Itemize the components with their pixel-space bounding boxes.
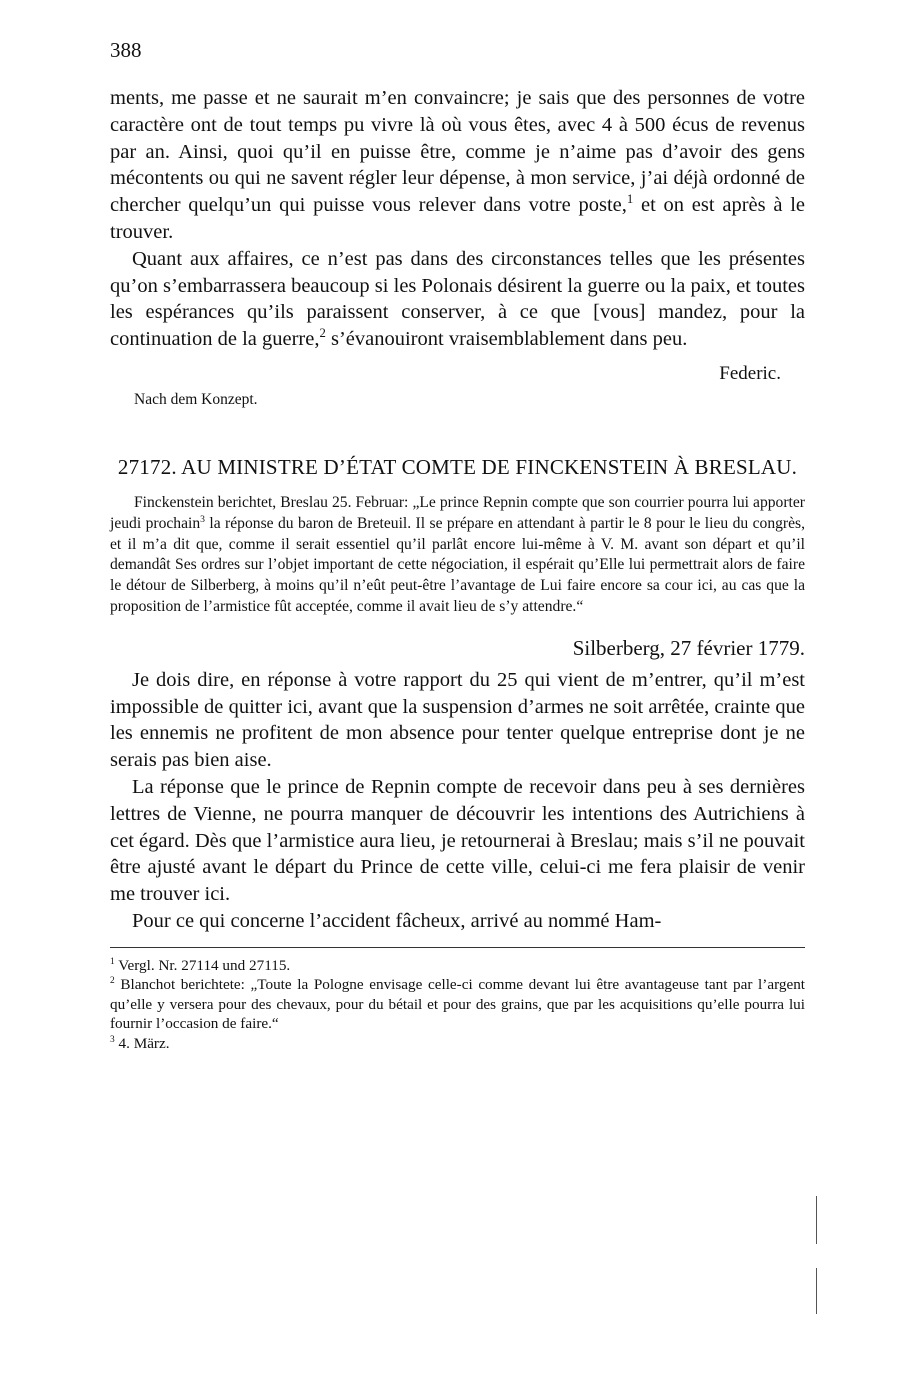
footnote-ref-3: 3 [200,513,205,525]
footnote-1 [110,956,805,976]
summary-text: la réponse du baron de Breteuil. Il se prépare en attendant à partir le 8 pour le lieu du congrès, et il m’a dit que, comme il serait essentiel qu’il parlât encore lui-même à V. M. avant son départ et qu’il demandât Ses ordres sur l’objet important de cette négociation, il espérait qu’Elle lui permettrait alors de faire le détour de Silberberg, à moins qu’il n’eût peut-être l’avantage de Lui faire encore sa cour ici, au cas que la proposition de l’armistice fût acceptée, comme il avait lieu de s’y attendre.“ [110,514,805,615]
page-number: 388 [110,38,142,62]
letter-paragraph-4: La réponse que le prince de Repnin compte de recevoir dans peu à ses dernières lettres de Vienne, ne pourra manquer de découvrir les intentions des Autrichiens à cet égard. Dès que l’armistice aura lieu, je retournerai à Breslau; mais s’il ne pouvait être ajusté avant le départ du Prince de cette ville, celui-ci me fera plaisir de venir me trouver ici. [110,775,805,906]
letter-paragraph-3: Je dois dire, en réponse à votre rapport du 25 qui vient de m’entrer, qu’il m’est impossible de quitter ici, avant que la suspension d’armes ne soit arrêtée, crainte que les ennemis ne profitent de mon absence pour tenter quelque entreprise dont je ne serais pas bien aise. [110,668,805,772]
summary-text: Finckenstein berichtet, Breslau 25. Februar: „Le prince Repnin compte que son courrier pourra lui apporter jeudi prochain [110,493,805,532]
footnote-text: Blanchot berichtete: „Toute la Pologne envisage celle-ci comme devant lui être avantageuse tant par l’argent qu’elle y versera pour des chevaux, pour du bétail et pour des grains, que par les acquisitions qu’elle pourra lui fournir l’occasion de faire.“ [110,976,806,1033]
letter-heading: 27172. AU MINISTRE D’ÉTAT COMTE DE FINCKENSTEIN À BRESLAU. [117,454,798,479]
paragraph-text: et on est après à le trouver. [110,194,805,243]
footnote-mark: 3 [110,1034,115,1045]
footnote-2 [110,975,805,1034]
footnote-divider [110,947,805,948]
footnote-ref-1: 1 [626,192,634,207]
letter-paragraph-2 [110,246,805,353]
footnote-3 [110,1034,805,1054]
scan-edge-mark [816,1196,817,1244]
paragraph-text: ments, me passe et ne saurait m’en convaincre; je sais que des personnes de votre caractère ont de tout temps pu vivre là où vous êtes, avec 4 à 500 écus de revenus par an. Ainsi, quoi qu’il en puisse être, comme je n’aime pas d’avoir des gens mécontents ou qui ne savent régler leur dépense, à mon service, j’ai déjà ordonné de chercher quelqu’un qui puisse vous relever dans votre poste, [110,87,805,217]
source-note: Nach dem Konzept. [134,390,258,408]
footnote-mark: 2 [110,976,115,987]
footnote-mark: 1 [110,956,115,967]
letter-paragraph-1 [110,85,805,246]
document-page [110,38,805,1053]
dateline: Silberberg, 27 février 1779. [572,635,805,660]
scan-edge-mark [816,1268,817,1314]
paragraph-text: s’évanouiront vraisemblablement dans peu. [325,328,688,351]
footnote-text: 4. März. [118,1034,170,1052]
report-summary [110,493,805,618]
letter-paragraph-5: Pour ce qui concerne l’accident fâcheux, arrivé au nommé Ham- [132,909,662,932]
footnote-text: Vergl. Nr. 27114 und 27115. [118,956,291,974]
paragraph-text: Quant aux affaires, ce n’est pas dans des circonstances telles que les présentes qu’on s’embarrassera beaucoup si les Polonais désirent la guerre ou la paix, et toutes les espérances qu’ils paraissent conserver, à ce que [vous] mandez, pour la continuation de la guerre, [110,247,805,351]
signature: Federic. [719,362,781,384]
footnote-ref-2: 2 [319,326,326,341]
